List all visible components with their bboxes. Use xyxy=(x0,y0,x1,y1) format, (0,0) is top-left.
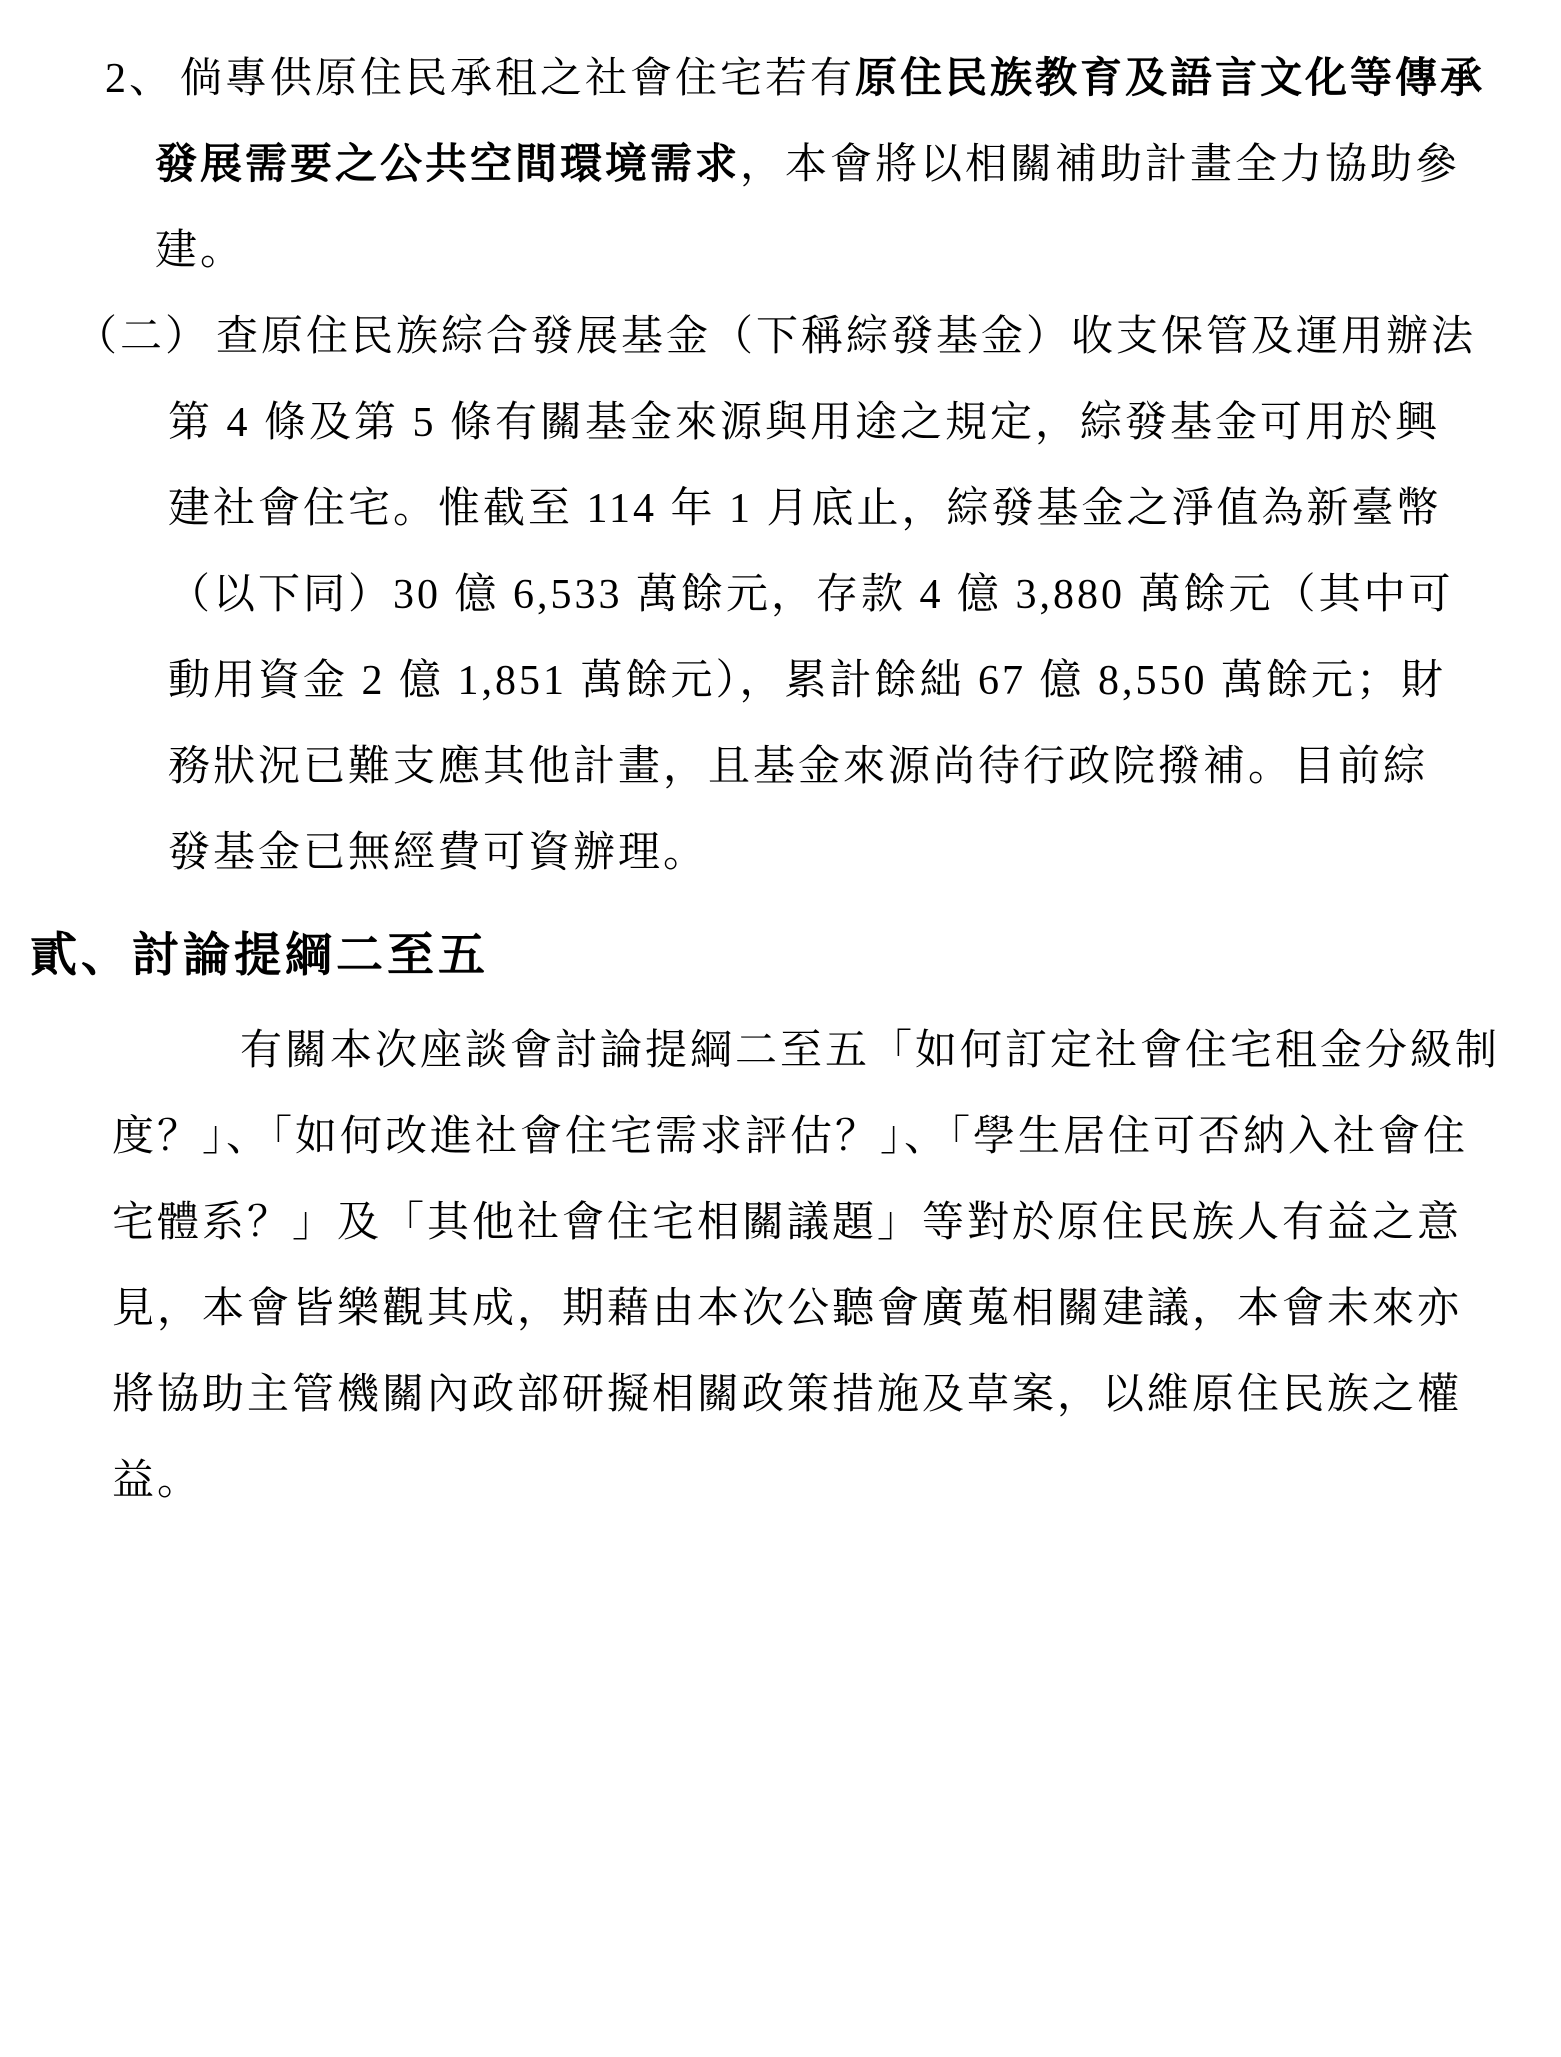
item-er-number-marker: （二） xyxy=(75,314,211,360)
item-er-line-3: 建社會住宅。惟截至 114 年 1 月底止，綜發基金之淨值為新臺幣 xyxy=(168,486,1442,532)
item2-line-2 xyxy=(155,122,1561,208)
discussion-paragraph-line-4: 見，本會皆樂觀其成，期藉由本次公聽會廣蒐相關建議，本會未來亦 xyxy=(112,1286,1463,1332)
item-er-line-1 xyxy=(75,294,1561,380)
discussion-paragraph-line-5: 將協助主管機關內政部研擬相關政策措施及草案，以維原住民族之權 xyxy=(112,1372,1463,1418)
discussion-paragraph-line-1: 有關本次座談會討論提綱二至五「如何訂定社會住宅租金分級制 xyxy=(240,1028,1501,1074)
item-er-line-2: 第 4 條及第 5 條有關基金來源與用途之規定，綜發基金可用於興 xyxy=(168,400,1441,446)
item2-line-3: 建。 xyxy=(155,228,246,274)
discussion-paragraph-line-3: 宅體系？」及「其他社會住宅相關議題」等對於原住民族人有益之意 xyxy=(112,1200,1463,1246)
item-er-text: 查原住民族綜合發展基金（下稱綜發基金）收支保管及運用辦法 xyxy=(216,314,1477,360)
item2-text-bold: 原住民族教育及語言文化等傳承 xyxy=(855,56,1486,102)
item-er-line-4: （以下同）30 億 6,533 萬餘元，存款 4 億 3,880 萬餘元（其中可 xyxy=(168,572,1454,618)
discussion-paragraph-line-6: 益。 xyxy=(112,1458,203,1504)
item2-text-normal: 倘專供原住民承租之社會住宅若有 xyxy=(180,56,856,102)
funding-section xyxy=(0,36,1561,896)
item-er-line-5: 動用資金 2 億 1,851 萬餘元），累計餘絀 67 億 8,550 萬餘元；財 xyxy=(168,658,1447,704)
section-heading: 貳、討論提綱二至五 xyxy=(30,930,489,982)
item2-text-bold-cont: 發展需要之公共空間環境需求 xyxy=(155,142,741,188)
item2-line-1 xyxy=(105,36,1561,122)
item-er-line-7: 發基金已無經費可資辦理。 xyxy=(168,830,709,876)
discussion-section xyxy=(0,910,1561,1524)
item-er-line-6: 務狀況已難支應其他計畫，且基金來源尚待行政院撥補。目前綜 xyxy=(168,744,1429,790)
item2-text-after-bold: ，本會將以相關補助計畫全力協助參 xyxy=(740,142,1461,188)
discussion-paragraph-line-2: 度？」、「如何改進社會住宅需求評估？」、「學生居住可否納入社會住 xyxy=(112,1114,1469,1160)
item2-number-marker: 2、 xyxy=(105,56,175,102)
